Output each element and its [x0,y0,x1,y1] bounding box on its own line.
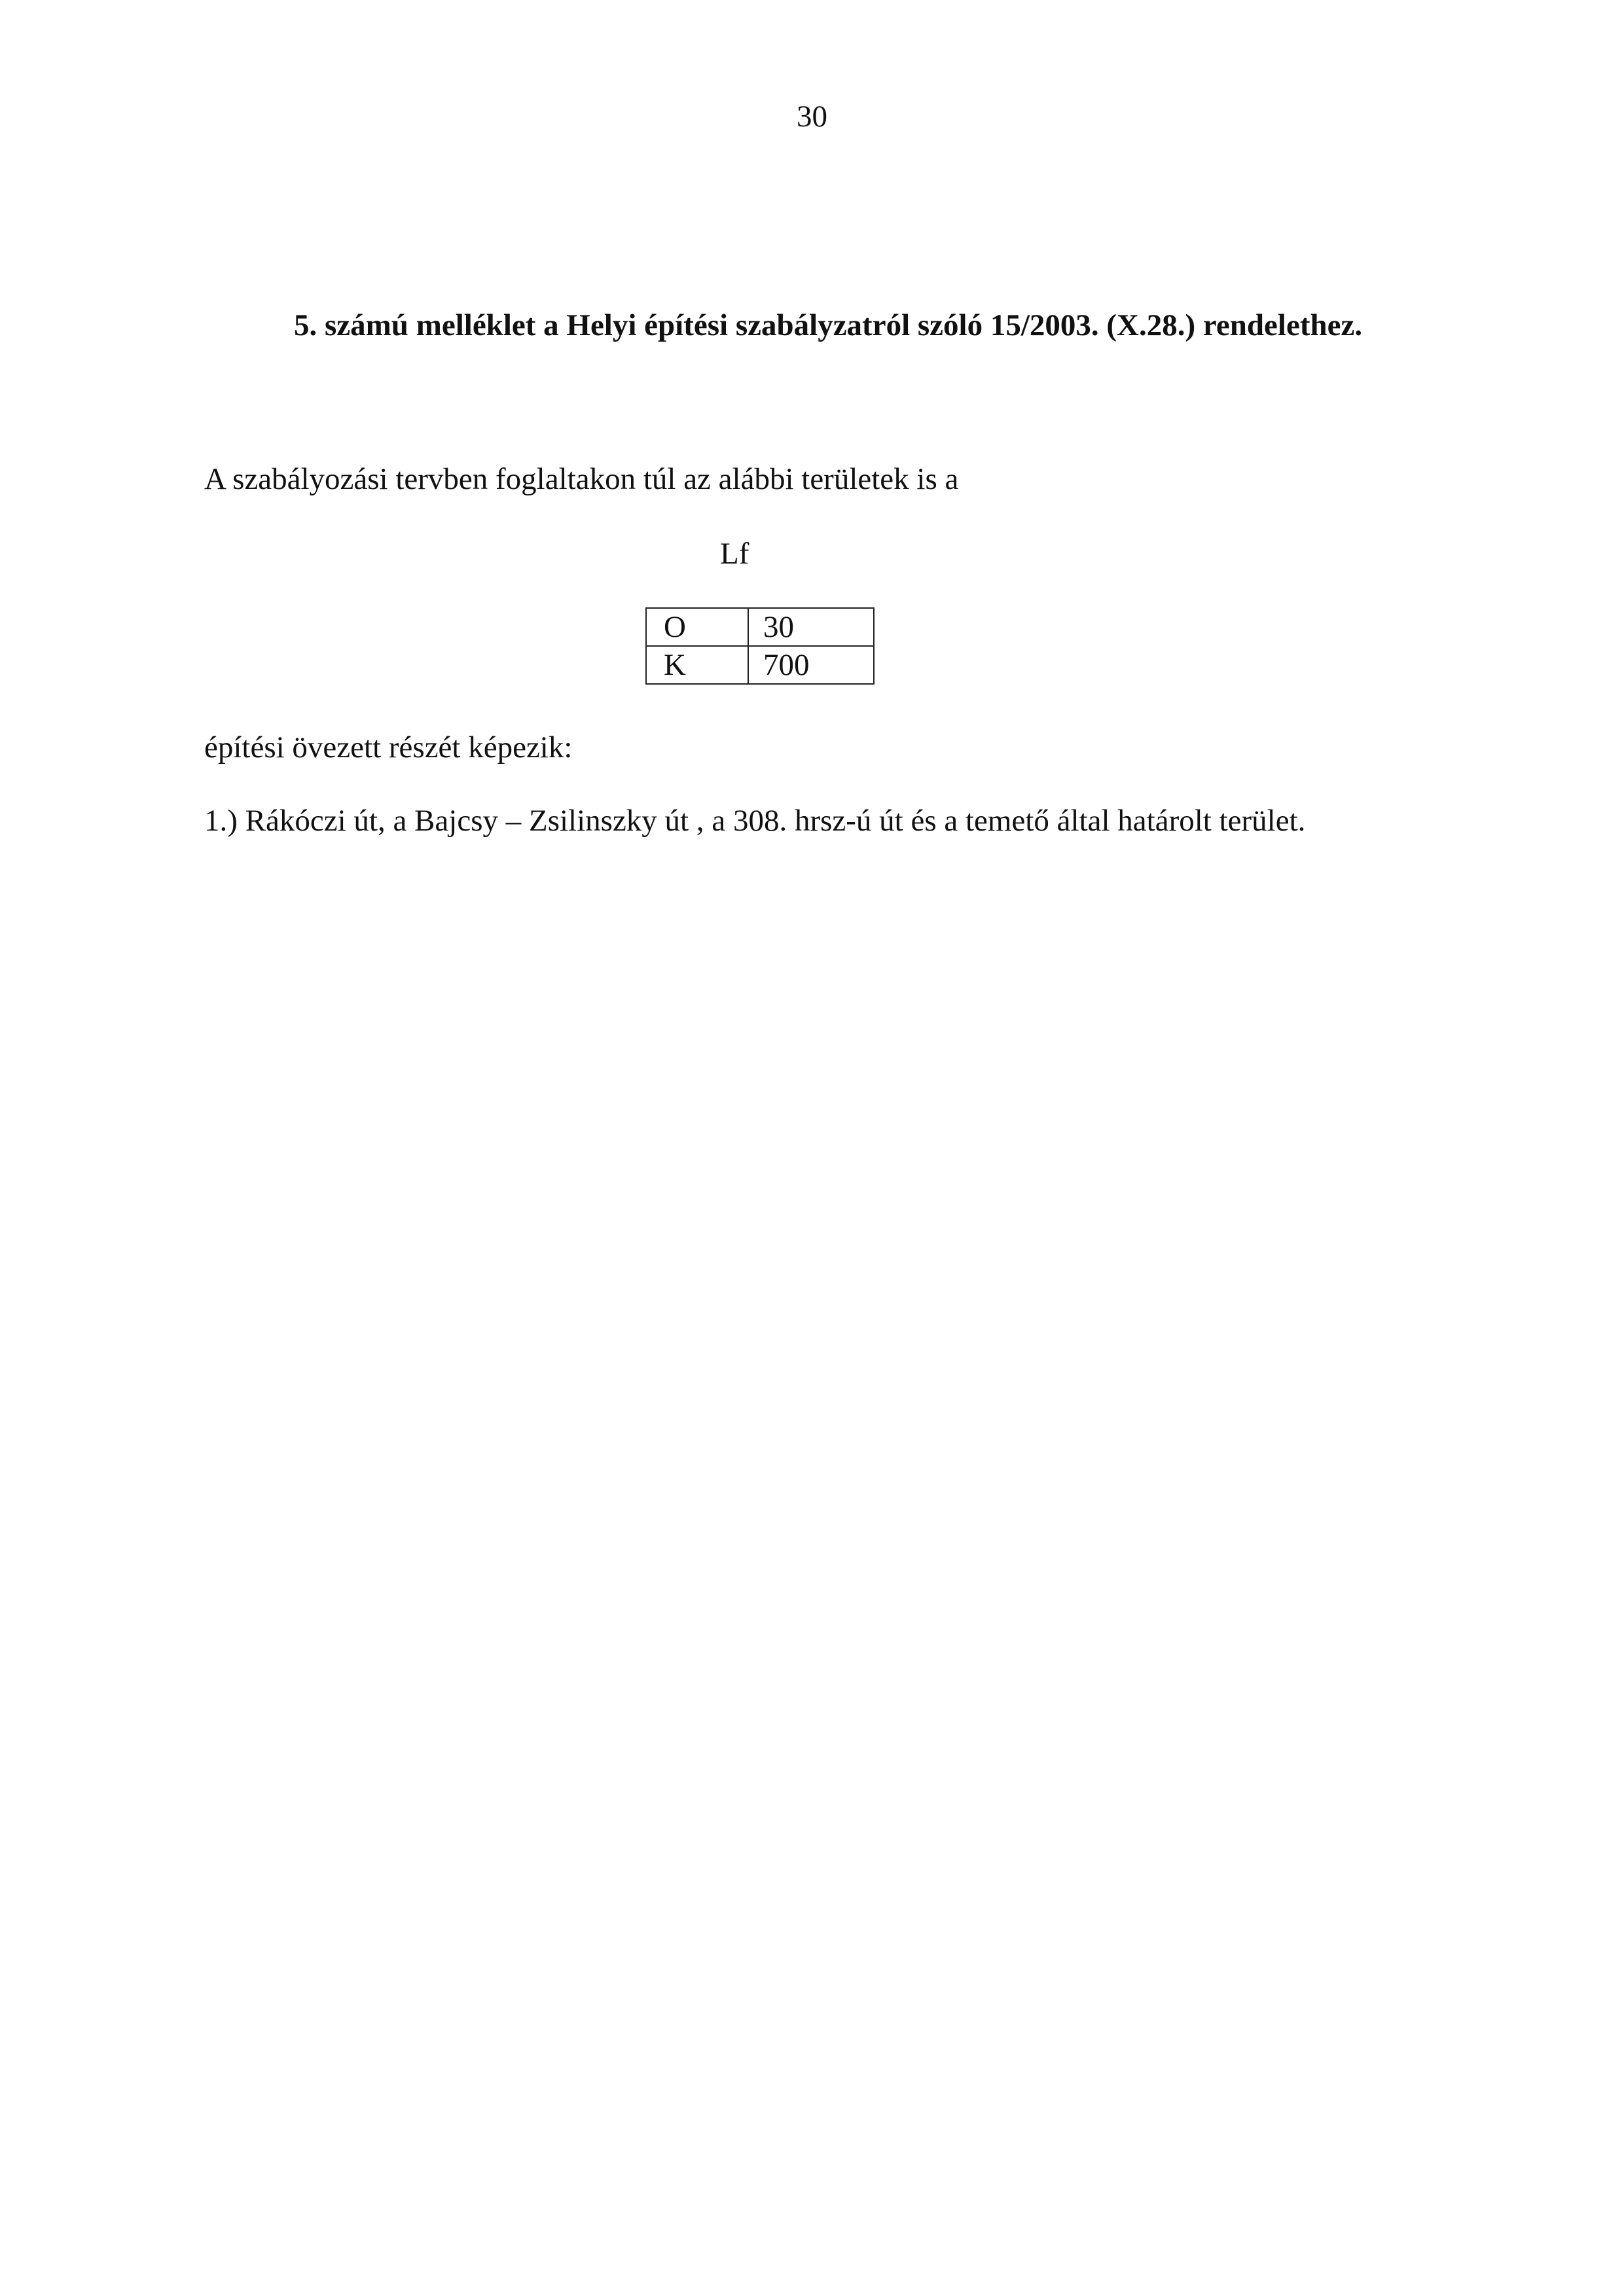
after-table-paragraph: építési övezett részét képezik: [204,730,573,764]
document-title: 5. számú melléklet a Helyi építési szabályzatról szóló 15/2003. (X.28.) rendelethez. [294,308,1363,342]
list-item: 1.) Rákóczi út, a Bajcsy – Zsilinszky út , a 308. hrsz-ú út és a temető által határolt terület. [204,804,1306,838]
table-cell-key: O [646,608,748,646]
table-cell-value: 30 [748,608,874,646]
page-number: 30 [797,99,827,134]
zone-code: Lf [720,537,749,571]
table-cell-key: K [646,646,748,684]
table-cell-value: 700 [748,646,874,684]
table-row [646,608,874,646]
zone-parameter-table [645,607,875,685]
intro-paragraph: A szabályozási tervben foglaltakon túl az alábbi területek is a [204,462,959,496]
table-row [646,646,874,684]
